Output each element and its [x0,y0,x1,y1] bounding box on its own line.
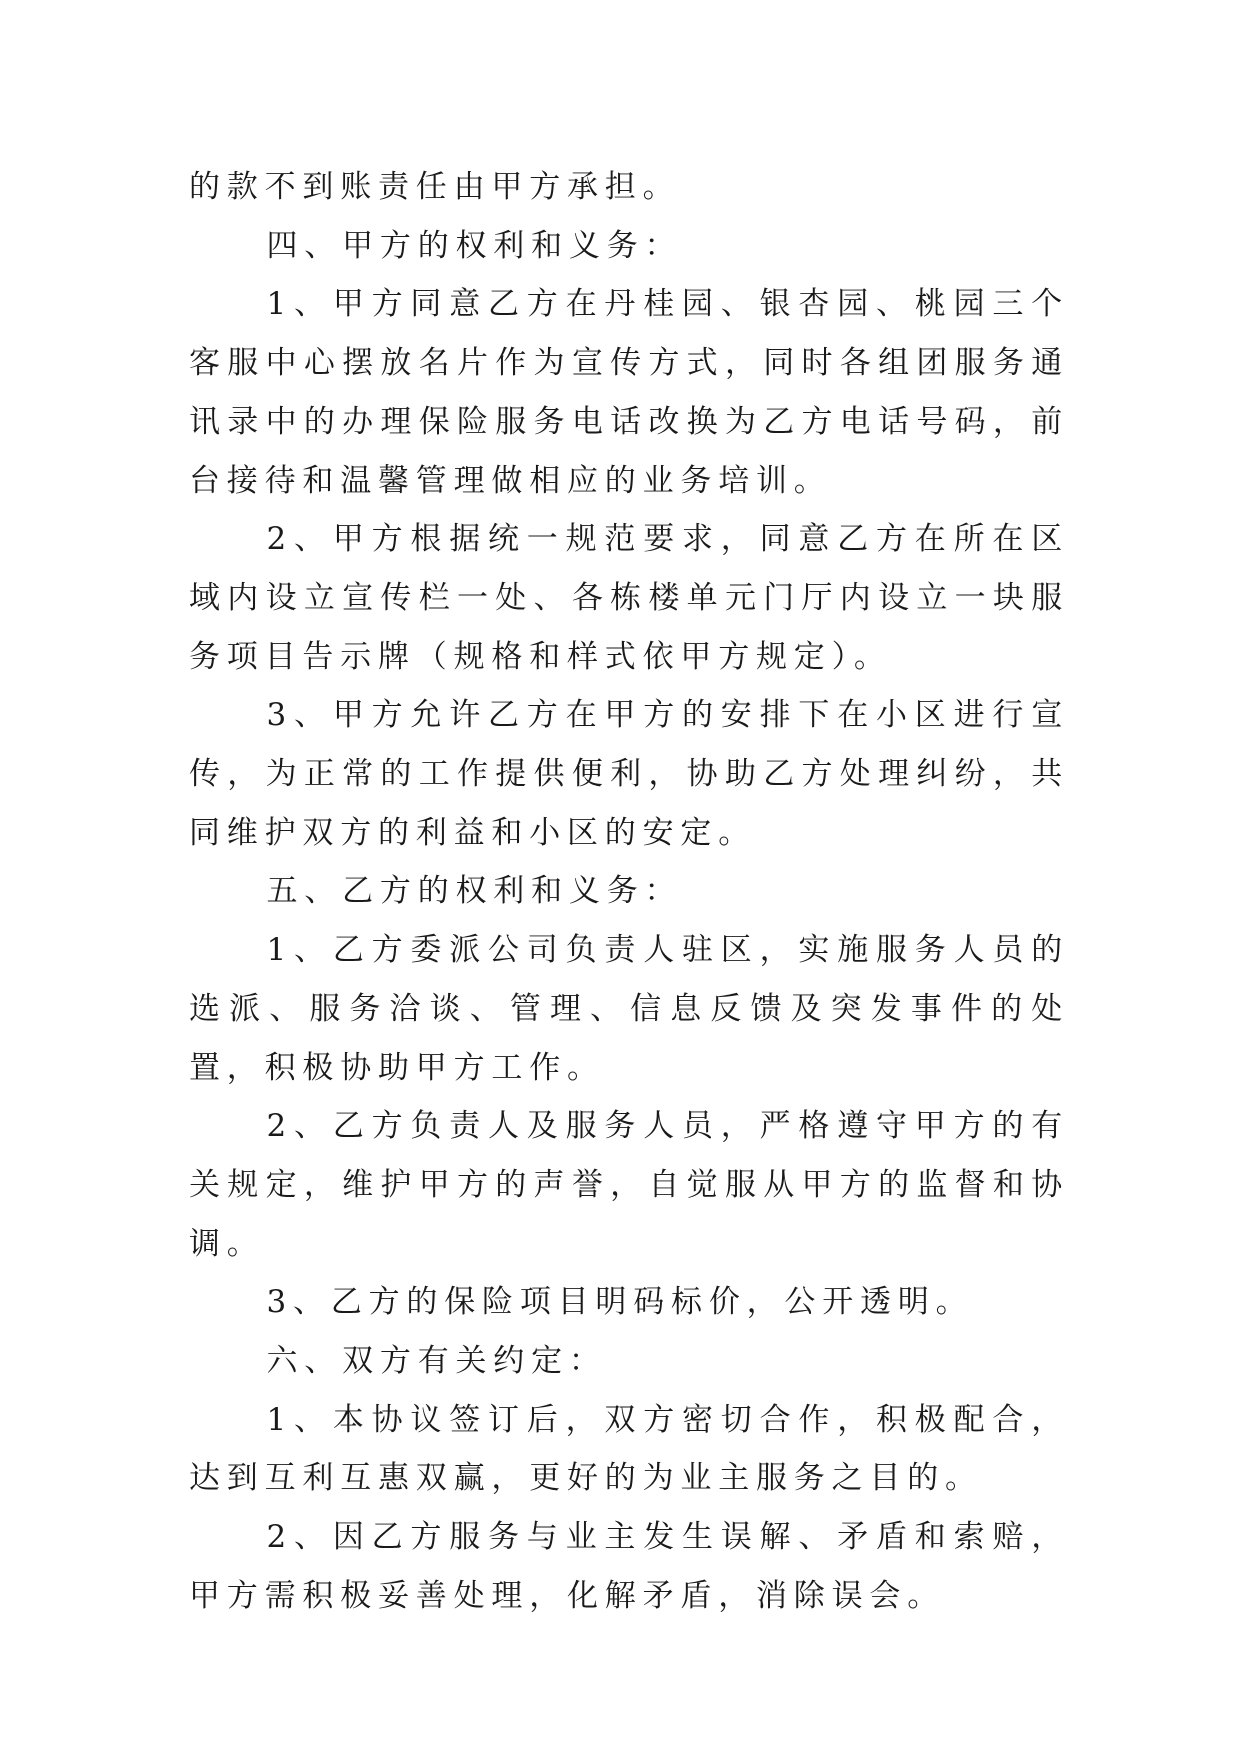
clause-b-2: 2、乙方负责人及服务人员，严格遵守甲方的有关规定，维护甲方的声誉，自觉服从甲方的监督和协调。 [189,1108,1069,1262]
section-heading-party-b-rights: 五、乙方的权利和义务： [266,873,683,910]
paragraph-continuation: 的款不到账责任由甲方承担。 [189,169,681,205]
document-body [189,158,1069,1626]
clause-c-1: 1、本协议签订后，双方密切合作，积极配合，达到互利互惠双赢，更好的为业主服务之目的。 [189,1401,1069,1497]
clause-a-1: 1、甲方同意乙方在丹桂园、银杏园、桃园三个客服中心摆放名片作为宣传方式，同时各组团服务通讯录中的办理保险服务电话改换为乙方电话号码，前台接待和温馨管理做相应的业务培训。 [189,286,1069,499]
section-heading-party-a-rights: 四、甲方的权利和义务： [266,227,683,264]
clause-c-2: 2、因乙方服务与业主发生误解、矛盾和索赔，甲方需积极妥善处理，化解矛盾，消除误会。 [189,1519,1069,1614]
clause-b-3: 3、乙方的保险项目明码标价，公开透明。 [266,1284,974,1321]
clause-a-3: 3、甲方允许乙方在甲方的安排下在小区进行宣传，为正常的工作提供便利，协助乙方处理纠纷，共同维护双方的利益和小区的安定。 [189,697,1069,851]
section-heading-mutual-agreements: 六、双方有关约定： [266,1343,607,1380]
clause-b-1: 1、乙方委派公司负责人驻区，实施服务人员的选派、服务洽谈、管理、信息反馈及突发事件的处置，积极协助甲方工作。 [189,932,1069,1086]
clause-a-2: 2、甲方根据统一规范要求，同意乙方在所在区域内设立宣传栏一处、各栋楼单元门厅内设立一块服务项目告示牌（规格和样式依甲方规定）。 [189,521,1069,675]
